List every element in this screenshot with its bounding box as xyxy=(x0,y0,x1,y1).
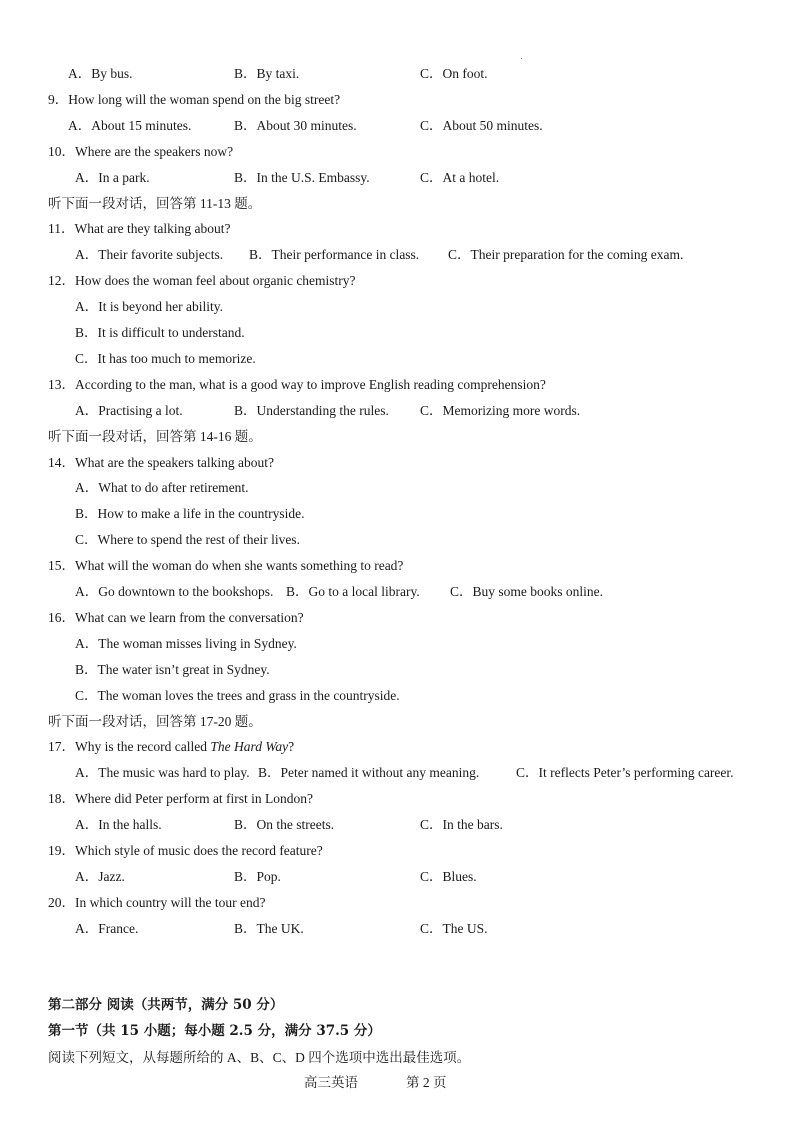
question-row xyxy=(0,89,800,111)
options-row xyxy=(0,244,800,266)
question-text: 12．How does the woman feel about organic chemistry? xyxy=(48,273,356,289)
instruction-row xyxy=(0,193,800,215)
section1-title: 第一节（共 15 小题；每小题 2.5 分，满分 37.5 分） xyxy=(48,1023,381,1039)
question-row xyxy=(0,452,800,474)
answer-option: A．It is beyond her ability. xyxy=(75,299,223,315)
answer-option: C．Blues. xyxy=(420,868,477,884)
question-row xyxy=(0,270,800,292)
answer-option: C．It reflects Peter’s performing career. xyxy=(516,765,734,781)
options-row xyxy=(0,63,800,85)
options-row xyxy=(0,814,800,836)
answer-option: B．Their performance in class. xyxy=(249,247,420,263)
footer-subject: 高三英语 xyxy=(304,1075,358,1090)
answer-option: B．In the U.S. Embassy. xyxy=(234,169,370,185)
question-text-part: ? xyxy=(288,739,295,755)
scan-speck xyxy=(521,58,522,59)
option-row xyxy=(0,348,800,370)
answer-option: A．Jazz. xyxy=(75,868,125,884)
answer-option: A．In the halls. xyxy=(75,817,162,833)
answer-option: A．Their favorite subjects. xyxy=(75,247,224,263)
answer-option: C．In the bars. xyxy=(420,817,503,833)
options-row xyxy=(0,400,800,422)
question-row xyxy=(0,607,800,629)
options-row xyxy=(0,866,800,888)
answer-option: B．Go to a local library. xyxy=(286,584,420,599)
reading-instruction: 阅读下列短文，从每题所给的 A、B、C、D 四个选项中选出最佳选项。 xyxy=(48,1050,471,1065)
instruction-text: 听下面一段对话，回答第 11-13 题。 xyxy=(48,195,262,211)
answer-option: B．About 30 minutes. xyxy=(234,117,357,133)
answer-option: A．About 15 minutes. xyxy=(68,117,192,133)
answer-option: C．It has too much to memorize. xyxy=(75,350,256,366)
answer-option: B．How to make a life in the countryside. xyxy=(75,506,305,522)
question-text: 10．Where are the speakers now? xyxy=(48,143,234,159)
page-footer xyxy=(0,1072,800,1094)
answer-option: C．Where to spend the rest of their lives. xyxy=(75,532,300,548)
question-text: 19．Which style of music does the record feature? xyxy=(48,843,323,858)
instruction-row xyxy=(0,711,800,733)
answer-option: B．Peter named it without any meaning. xyxy=(258,765,480,781)
option-row xyxy=(0,296,800,318)
option-row xyxy=(0,477,800,499)
answer-option: A．France. xyxy=(75,920,139,936)
answer-option: A．The music was hard to play. xyxy=(75,765,250,781)
question-row xyxy=(0,141,800,163)
option-row xyxy=(0,322,800,344)
answer-option: C．At a hotel. xyxy=(420,169,500,185)
options-row xyxy=(0,115,800,137)
question-row xyxy=(0,840,800,862)
answer-option: B．Pop. xyxy=(234,868,281,884)
answer-option: A．The woman misses living in Sydney. xyxy=(75,635,297,651)
question-row xyxy=(0,788,800,810)
options-row xyxy=(0,167,800,189)
answer-option: B．On the streets. xyxy=(234,817,335,833)
question-text: 13．According to the man, what is a good way to improve English reading comprehension? xyxy=(48,376,546,392)
answer-option: B．It is difficult to understand. xyxy=(75,325,245,340)
option-row xyxy=(0,529,800,551)
answer-option: C．The woman loves the trees and grass in the countryside. xyxy=(75,687,400,703)
answer-option: B．The water isn’t great in Sydney. xyxy=(75,661,270,677)
question-text: 14．What are the speakers talking about? xyxy=(48,454,275,470)
question-text xyxy=(48,736,294,758)
question-text-part: 17．Why is the record called xyxy=(48,739,211,755)
instruction-text: 听下面一段对话，回答第 14-16 题。 xyxy=(48,428,262,444)
instruction-row xyxy=(0,426,800,448)
answer-option: C．About 50 minutes. xyxy=(420,117,543,133)
record-title: The Hard Way xyxy=(210,739,289,755)
answer-option: B．Understanding the rules. xyxy=(234,402,389,418)
answer-option: A．What to do after retirement. xyxy=(75,480,249,496)
answer-option: C．On foot. xyxy=(420,66,488,81)
answer-option: A．By bus. xyxy=(68,66,133,81)
footer-page-number: 第 2 页 xyxy=(406,1075,447,1090)
part2-title-row xyxy=(0,994,800,1016)
answer-option: C．Buy some books online. xyxy=(450,584,604,599)
options-row xyxy=(0,918,800,940)
reading-instruction-row xyxy=(0,1047,800,1069)
question-row xyxy=(0,555,800,577)
question-text: 15．What will the woman do when she wants something to read? xyxy=(48,558,404,574)
question-text: 18．Where did Peter perform at first in London? xyxy=(48,791,314,807)
answer-option: A．Practising a lot. xyxy=(75,402,183,418)
section1-title-row xyxy=(0,1020,800,1042)
question-row xyxy=(0,736,800,758)
question-row xyxy=(0,374,800,396)
question-text: 11．What are they talking about? xyxy=(48,221,231,237)
option-row xyxy=(0,503,800,525)
answer-option: B．The UK. xyxy=(234,920,304,936)
answer-option: A．Go downtown to the bookshops. xyxy=(75,584,274,599)
answer-option: C．Their preparation for the coming exam. xyxy=(448,247,684,263)
options-row xyxy=(0,762,800,784)
question-text: 16．What can we learn from the conversation? xyxy=(48,609,304,625)
options-row xyxy=(0,581,800,603)
option-row xyxy=(0,659,800,681)
answer-option: C．The US. xyxy=(420,920,488,936)
answer-option: B．By taxi. xyxy=(234,66,300,81)
option-row xyxy=(0,685,800,707)
question-row xyxy=(0,892,800,914)
question-row xyxy=(0,218,800,240)
answer-option: C．Memorizing more words. xyxy=(420,402,581,418)
option-row xyxy=(0,633,800,655)
answer-option: A．In a park. xyxy=(75,169,150,185)
question-text: 20．In which country will the tour end? xyxy=(48,894,266,910)
question-text: 9．How long will the woman spend on the big street? xyxy=(48,91,341,107)
instruction-text: 听下面一段对话，回答第 17-20 题。 xyxy=(48,713,262,729)
part2-title: 第二部分 阅读（共两节，满分 50 分） xyxy=(48,997,284,1013)
